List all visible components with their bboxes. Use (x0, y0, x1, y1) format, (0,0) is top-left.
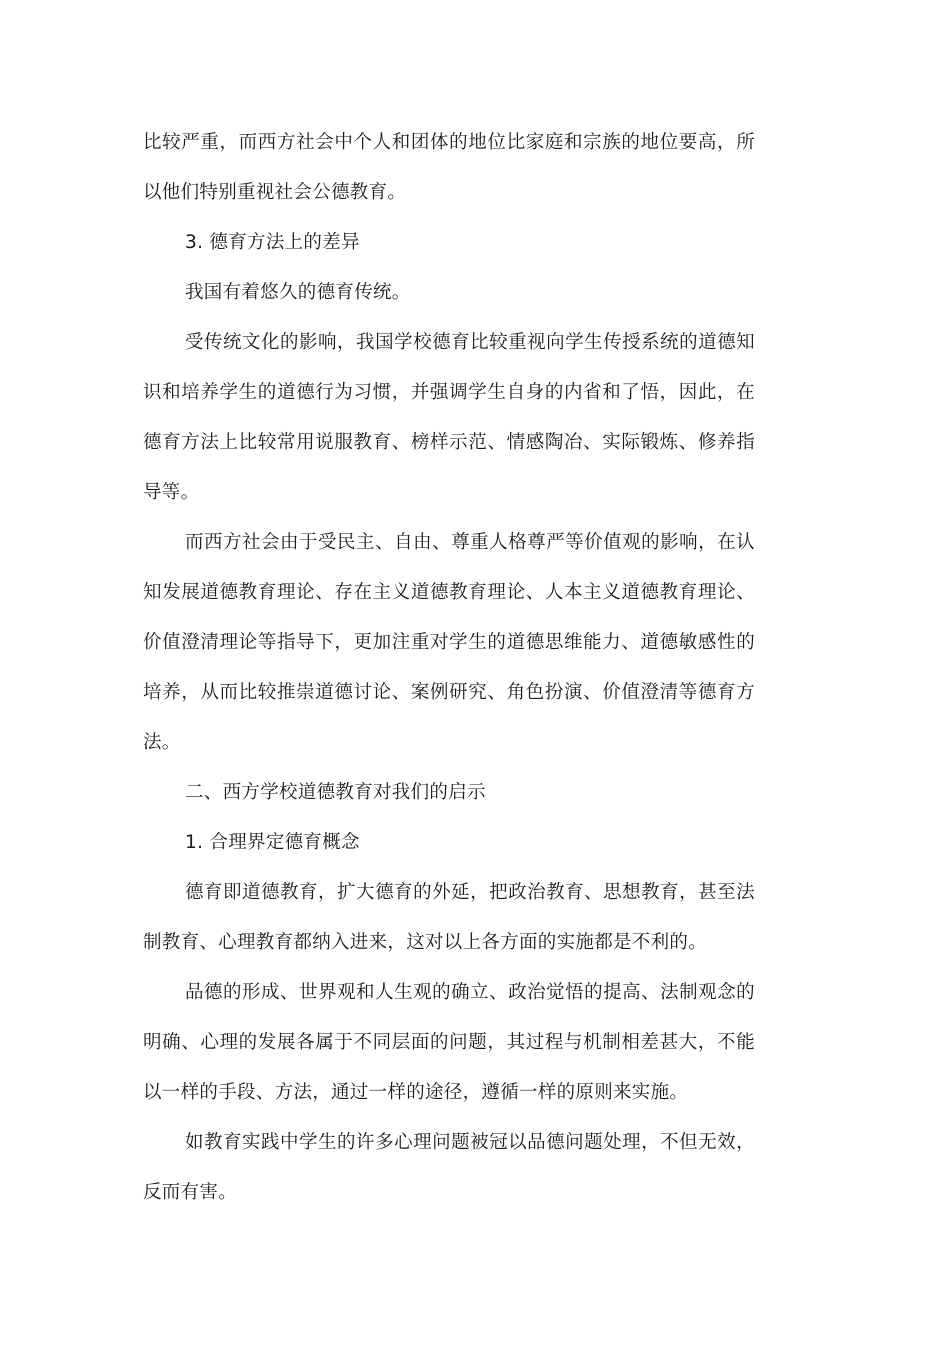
paragraph (143, 768, 755, 818)
paragraph-line: 培养，从而比较推崇道德讨论、案例研究、角色扮演、价值澄清等德育方 (143, 682, 755, 703)
paragraph (143, 518, 755, 768)
paragraph (143, 268, 755, 318)
paragraph-line: 我国有着悠久的德育传统。 (185, 282, 411, 303)
paragraph-line: 如教育实践中学生的许多心理问题被冠以品德问题处理，不但无效， (185, 1132, 755, 1153)
paragraph-line: 3. 德育方法上的差异 (185, 232, 360, 253)
paragraph-line: 价值澄清理论等指导下，更加注重对学生的道德思维能力、道德敏感性的 (143, 632, 755, 653)
paragraph-line: 识和培养学生的道德行为习惯，并强调学生自身的内省和了悟，因此，在 (143, 382, 755, 403)
document-body (143, 118, 755, 1218)
paragraph-line: 导等。 (143, 482, 200, 503)
paragraph-line: 法。 (143, 732, 181, 753)
paragraph (143, 868, 755, 968)
paragraph-line: 受传统文化的影响，我国学校德育比较重视向学生传授系统的道德知 (185, 332, 755, 353)
paragraph-line: 知发展道德教育理论、存在主义道德教育理论、人本主义道德教育理论、 (143, 582, 755, 603)
paragraph-line: 德育方法上比较常用说服教育、榜样示范、情感陶冶、实际锻炼、修养指 (143, 432, 755, 453)
paragraph-line: 制教育、心理教育都纳入进来，这对以上各方面的实施都是不利的。 (143, 932, 708, 953)
paragraph (143, 218, 755, 268)
paragraph-line: 德育即道德教育，扩大德育的外延，把政治教育、思想教育，甚至法 (185, 882, 755, 903)
paragraph-line: 1. 合理界定德育概念 (185, 832, 360, 853)
paragraph-line: 以一样的手段、方法，通过一样的途径，遵循一样的原则来实施。 (143, 1082, 689, 1103)
paragraph-line: 品德的形成、世界观和人生观的确立、政治觉悟的提高、法制观念的 (185, 982, 755, 1003)
paragraph-line: 而西方社会由于受民主、自由、尊重人格尊严等价值观的影响，在认 (185, 532, 755, 553)
paragraph-line: 反而有害。 (143, 1182, 238, 1203)
paragraph (143, 1118, 755, 1218)
paragraph (143, 118, 755, 218)
paragraph-line: 以他们特别重视社会公德教育。 (143, 182, 407, 203)
paragraph (143, 968, 755, 1118)
paragraph (143, 318, 755, 518)
paragraph-line: 比较严重，而西方社会中个人和团体的地位比家庭和宗族的地位要高，所 (143, 132, 755, 153)
paragraph (143, 818, 755, 868)
paragraph-line: 明确、心理的发展各属于不同层面的问题，其过程与机制相差甚大，不能 (143, 1032, 755, 1053)
paragraph-line: 二、西方学校道德教育对我们的启示 (185, 782, 486, 803)
